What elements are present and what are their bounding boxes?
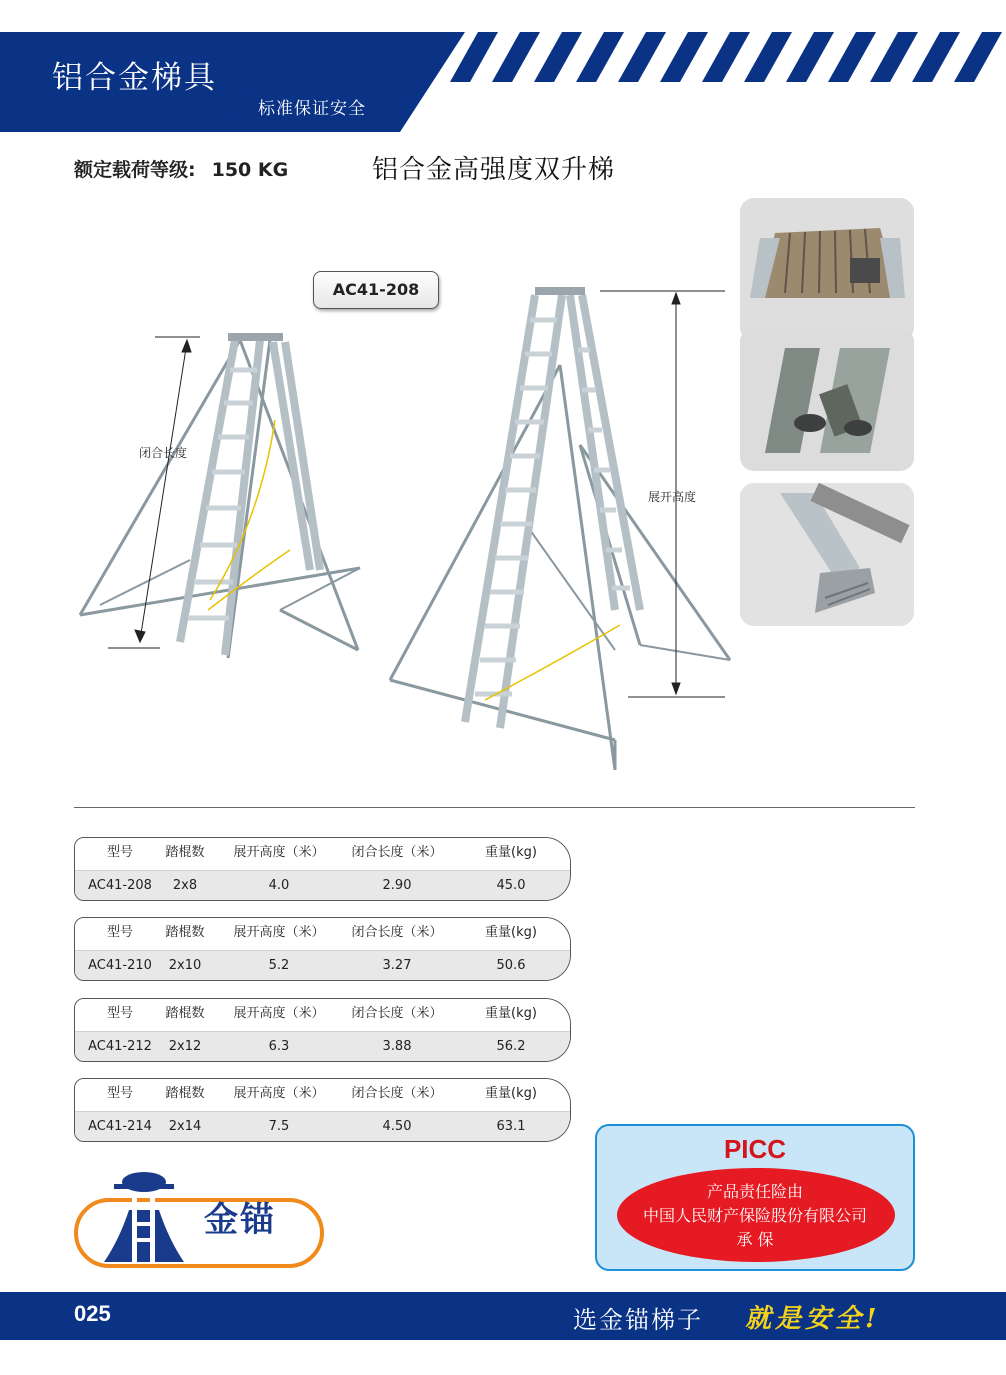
header-weight: 重量(kg)	[485, 1006, 537, 1021]
header-model: 型号	[106, 1006, 133, 1021]
header-open-height: 展开高度（米）	[233, 925, 325, 940]
page-header	[0, 32, 1006, 132]
hinge-lock-detail-photo	[740, 328, 914, 471]
header-weight: 重量(kg)	[485, 1086, 537, 1101]
cell-weight: 45.0	[496, 878, 526, 893]
rated-load-label: 额定载荷等级:	[74, 159, 196, 181]
section-divider	[74, 807, 915, 808]
header-open-height: 展开高度（米）	[233, 1006, 325, 1021]
ladder-top-platform-photo	[740, 198, 914, 341]
cell-weight: 63.1	[496, 1119, 526, 1134]
header-open-height: 展开高度（米）	[233, 1086, 325, 1101]
cell-open-height: 5.2	[268, 958, 290, 973]
insurance-badge	[595, 1124, 915, 1271]
spec-table-header	[75, 1079, 570, 1111]
spec-table	[74, 998, 571, 1062]
brand-logo	[74, 1170, 326, 1270]
cell-rungs: 2x10	[168, 958, 202, 973]
header-open-height: 展开高度（米）	[233, 845, 325, 860]
cell-model: AC41-214	[88, 1119, 152, 1134]
cell-open-height: 6.3	[268, 1039, 290, 1054]
foot-pad-detail-photo	[740, 483, 914, 626]
page-footer	[0, 1292, 1006, 1340]
header-closed-length: 闭合长度（米）	[351, 1086, 443, 1101]
footer-slogan: 选金锚梯子	[573, 1306, 703, 1334]
spec-table-row	[75, 870, 570, 901]
spec-table	[74, 837, 571, 901]
cell-model: AC41-208	[88, 878, 152, 893]
cell-closed-length: 3.88	[382, 1039, 412, 1054]
spec-table-row	[75, 1031, 570, 1062]
page-number: 025	[74, 1301, 111, 1326]
cell-rungs: 2x8	[172, 878, 198, 893]
insurance-line-1: 产品责任险由	[706, 1182, 803, 1201]
header-rungs: 踏棍数	[165, 845, 205, 860]
cell-model: AC41-210	[88, 958, 152, 973]
cell-closed-length: 4.50	[382, 1119, 412, 1134]
header-subtitle: 标准保证安全	[258, 99, 366, 119]
rated-load-value: 150 KG	[211, 159, 289, 181]
header-model: 型号	[106, 1086, 133, 1101]
header-model: 型号	[106, 845, 133, 860]
rated-load	[74, 155, 288, 182]
header-rungs: 踏棍数	[165, 925, 205, 940]
spec-table	[74, 1078, 571, 1142]
cell-rungs: 2x12	[168, 1039, 202, 1054]
cell-model: AC41-212	[88, 1039, 152, 1054]
spec-table-row	[75, 950, 570, 981]
header-title: 铝合金梯具	[52, 60, 217, 96]
header-closed-length: 闭合长度（米）	[351, 1006, 443, 1021]
product-title: 铝合金高强度双升梯	[372, 155, 616, 185]
header-rungs: 踏棍数	[165, 1086, 205, 1101]
cell-weight: 50.6	[496, 958, 526, 973]
picc-title: PICC	[723, 1134, 787, 1164]
closed-length-label: 闭合长度	[139, 446, 188, 460]
cell-closed-length: 2.90	[382, 878, 412, 893]
model-tag: AC41-208	[313, 271, 439, 309]
header-weight: 重量(kg)	[485, 845, 537, 860]
spec-table-row	[75, 1111, 570, 1142]
insurance-line-3: 承 保	[736, 1230, 774, 1249]
open-height-label: 展开高度	[648, 490, 697, 504]
anchor-ladder-icon	[74, 1170, 326, 1270]
spec-table-header	[75, 918, 570, 950]
cell-closed-length: 3.27	[382, 958, 412, 973]
header-closed-length: 闭合长度（米）	[351, 925, 443, 940]
header-closed-length: 闭合长度（米）	[351, 845, 443, 860]
footer-slogan-emphasis: 就是安全!	[745, 1304, 881, 1334]
header-rungs: 踏棍数	[165, 1006, 205, 1021]
logo-text: 金锚	[204, 1200, 276, 1240]
spec-table	[74, 917, 571, 981]
spec-table-header	[75, 999, 570, 1031]
ladder-illustration	[60, 270, 740, 790]
spec-table-header	[75, 838, 570, 870]
insurance-line-2: 中国人民财产保险股份有限公司	[642, 1206, 867, 1225]
cell-weight: 56.2	[496, 1039, 526, 1054]
cell-open-height: 4.0	[268, 878, 290, 893]
cell-rungs: 2x14	[168, 1119, 202, 1134]
header-weight: 重量(kg)	[485, 925, 537, 940]
header-model: 型号	[106, 925, 133, 940]
cell-open-height: 7.5	[268, 1119, 290, 1134]
